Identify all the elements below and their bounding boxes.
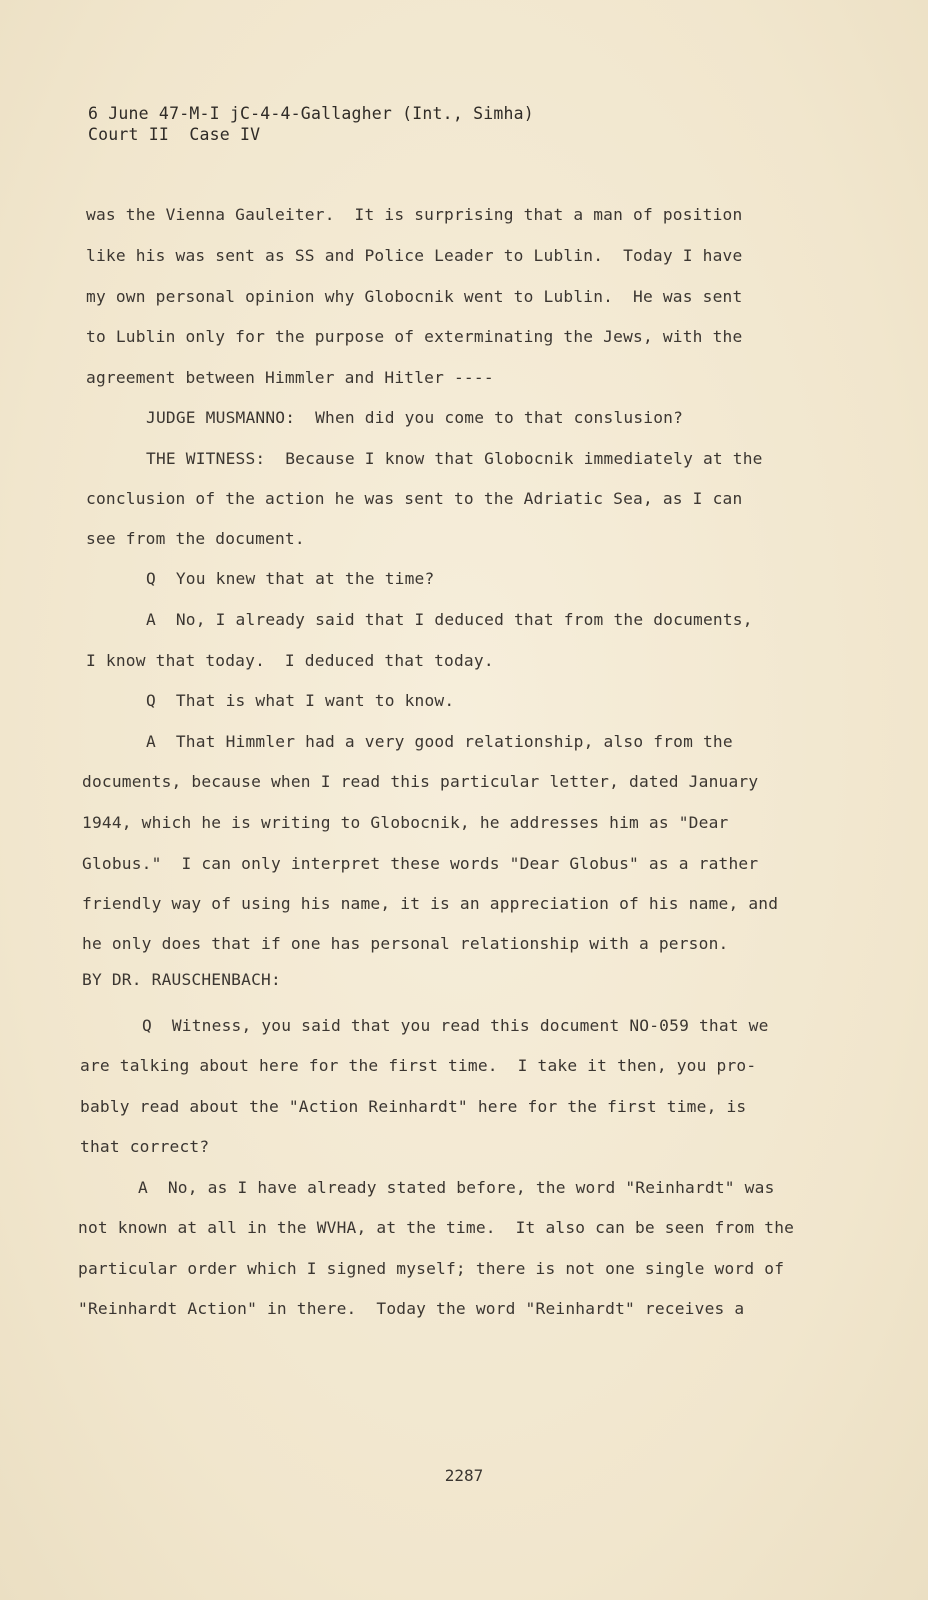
body-line: friendly way of using his name, it is an appreciation of his name, and xyxy=(82,894,779,913)
body-line: A No, as I have already stated before, the word "Reinhardt" was xyxy=(138,1178,775,1197)
body-line: are talking about here for the first time. I take it then, you pro- xyxy=(80,1056,757,1075)
body-line: "Reinhardt Action" in there. Today the word "Reinhardt" receives a xyxy=(78,1299,745,1318)
body-line: documents, because when I read this particular letter, dated January xyxy=(82,772,759,791)
page-number: 2287 xyxy=(444,1466,484,1485)
body-line: A No, I already said that I deduced that from the documents, xyxy=(146,610,753,629)
header-line-2: Court II Case IV xyxy=(88,125,261,144)
body-line: my own personal opinion why Globocnik went to Lublin. He was sent xyxy=(86,287,743,306)
body-line: JUDGE MUSMANNO: When did you come to that conslusion? xyxy=(146,408,684,427)
body-line: Q That is what I want to know. xyxy=(146,691,455,710)
body-line: Q Witness, you said that you read this document NO-059 that we xyxy=(142,1016,769,1035)
body-line: conclusion of the action he was sent to the Adriatic Sea, as I can xyxy=(86,489,743,508)
body-line: particular order which I signed myself; there is not one single word of xyxy=(78,1259,785,1278)
body-line: not known at all in the WVHA, at the time. It also can be seen from the xyxy=(78,1218,795,1237)
body-line: was the Vienna Gauleiter. It is surprising that a man of position xyxy=(86,205,743,224)
body-line: A That Himmler had a very good relationship, also from the xyxy=(146,732,733,751)
body-line: 1944, which he is writing to Globocnik, he addresses him as "Dear xyxy=(82,813,729,832)
body-line: bably read about the "Action Reinhardt" here for the first time, is xyxy=(80,1097,747,1116)
body-line: see from the document. xyxy=(86,529,305,548)
body-line: Q You knew that at the time? xyxy=(146,569,435,588)
body-line: he only does that if one has personal relationship with a person. xyxy=(82,934,729,953)
body-line: to Lublin only for the purpose of exterminating the Jews, with the xyxy=(86,327,743,346)
body-line: BY DR. RAUSCHENBACH: xyxy=(82,970,281,989)
body-line: Globus." I can only interpret these words "Dear Globus" as a rather xyxy=(82,854,759,873)
body-line: that correct? xyxy=(80,1137,210,1156)
body-line: like his was sent as SS and Police Leader to Lublin. Today I have xyxy=(86,246,743,265)
body-line: THE WITNESS: Because I know that Globocnik immediately at the xyxy=(146,449,763,468)
body-line: I know that today. I deduced that today. xyxy=(86,651,494,670)
header-line-1: 6 June 47-M-I jC-4-4-Gallagher (Int., Simha) xyxy=(88,104,534,123)
body-line: agreement between Himmler and Hitler ---- xyxy=(86,368,494,387)
